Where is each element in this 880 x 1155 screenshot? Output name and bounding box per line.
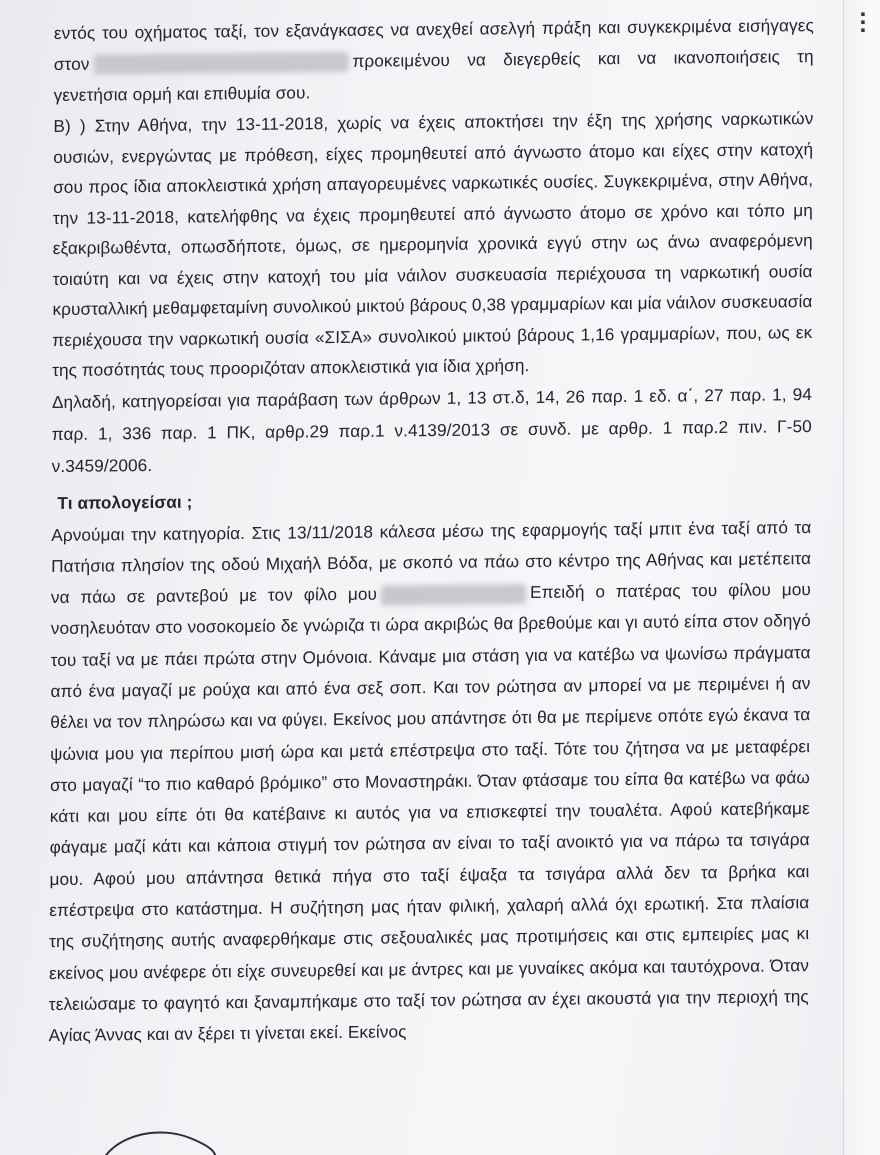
paragraph-legal-articles: Δηλαδή, κατηγορείσαι για παράβαση των άρθρων 1, 13 στ.δ, 14, 26 παρ. 1 εδ. α΄, 27 παρ. 1, 94 παρ. 1, 336 παρ. 1 ΠΚ, αρθρ.29 παρ.1 ν.4139/2013 σε συνδ. με αρθρ. 1 παρ.2 πιν. Γ-50 ν.3459/2006.	[51, 383, 813, 476]
paragraph-charge-a-end	[54, 10, 814, 111]
page-edge	[843, 0, 880, 1155]
pen-scribble-icon	[100, 1124, 220, 1155]
paragraph-charge-b: Β) ) Στην Αθήνα, την 13-11-2018, χωρίς να έχεις αποκτήσει την έξη της χρήσης ναρκωτικών ουσιών, ενεργώντας με πρόθεση, είχες προμηθευτεί από άγνωστο άτομο και είχες στην κατοχή σου προς ίδια αποκλειστικά χρήση απαγορευμένες ναρκωτικές ουσίες. Συγκεκριμένα, στην Αθήνα, την 13-11-2018, κατελήφθης να έχεις προμηθευτεί από άγνωστο άτομο σε χρόνο και τόπο μη εξακριβωθέντα, οπωσδήποτε, όμως, σε ημερομηνία χρονικά εγγύ στην ως άνω αναφερόμενη τοιαύτη και να έχεις στην κατοχή του μία νάιλον συσκευασία περιέχουσα τη ναρκωτική ουσία κρυσταλλική μεθαμφεταμίνη συνολικού μικτού βάρους 0,38 γραμμαρίων και μία νάιλον συσκευασία περιέχουσα την ναρκωτική ουσία «ΣΙΣΑ» συνολικού μικτού βάρους 1,16 γραμμαρίων, που, ως εκ της ποσότητάς τους προοριζόταν αποκλειστικά για ίδια χρήση.	[52, 108, 814, 381]
document-body	[49, 10, 814, 1052]
redacted-friend-name	[381, 584, 526, 606]
paragraph-4-text-a: Αρνούμαι την κατηγορία. Στις 13/11/2018 κάλεσα μέσω της εφαρμογής ταξί μπιτ ένα ταξί από τα Πατήσια πλησίον της οδού Μιχαήλ Βόδα, με σκοπό να πάω στο κέντρο της Αθήνας και μετέπειτα να πάω σε ραντεβού με τον φίλο μου	[50, 516, 812, 608]
defense-heading: Τι απολογείσαι ;	[57, 491, 193, 513]
paragraph-defense-statement	[49, 512, 812, 1052]
paragraph-1-text-b: προκειμένου να διεγερθείς και να ικανοποιήσεις τη γενετήσια ορμή και επιθυμία σου.	[53, 46, 814, 106]
page-stamp: ▪ ▪ ▪	[860, 10, 866, 34]
paragraph-4-text-b: Επειδή ο πατέρας του φίλου μου νοσηλευόταν στο νοσοκομείο δε γνώριζα τι ώρα ακριβώς θα βρεθούμε και γι αυτό είπα στον οδηγό του ταξί να με πάει πρώτα στην Ομόνοια. Κάναμε μια στάση για να κατέβω να ψωνίσω πράγματα από ένα μαγαζί με ρούχα και από ένα σεξ σοπ. Και τον ρώτησα αν μπορεί να με περιμένει ή αν θέλει να τον πληρώσω και να φύγει. Εκείνος μου απάντησε ότι θα με περίμενε οπότε εγώ έκανα τα ψώνια μου για περίπου μισή ώρα και μετά επέστρεψα στο ταξί. Τότε του ζήτησα να με μεταφέρει στο μαγαζί “το πιο καθαρό βρόμικο” στο Μοναστηράκι. Όταν φτάσαμε του είπα θα κατέβω να φάω κάτι και μου είπε ότι θα κατέβαινε κι αυτός για να επισκεφτεί την τουαλέτα. Αφού κατεβήκαμε φάγαμε μαζί κάτι και κάποια στιγμή τον ρώτησα αν είναι το ταξί ανοικτό για να πάρω τα τσιγάρα μου. Αφού μου απάντησα θετικά πήγα στο ταξί έψαξα τα τσιγάρα αλλά δεν τα βρήκα και επέστρεψα στο κατάστημα. Η συζήτηση μας ήταν φιλική, χαλαρή αλλά όχι ερωτική. Στα πλαίσια της συζήτησης αυτής αναφερθήκαμε στις σεξουαλικές μας προτιμήσεις και στις εμπειρίες μας κι εκείνος μου ανέφερε ότι είχε συνευρεθεί και με άντρες και με γυναίκες ακόμα και ταυτόχρονα. Όταν τελειώσαμε το φαγητό και ξαναμπήκαμε στο ταξί τον ρώτησα αν έχει ακουστά για την περιοχή της Αγίας Άννας και αν ξέρει τι γίνεται εκεί. Εκείνος	[48, 579, 812, 1046]
paragraph-1-text-a: εντός του οχήματος ταξί, τον εξανάγκασες να ανεχθεί ασελγή πράξη και συγκεκριμένα εισήγαγες στον	[53, 15, 814, 75]
redacted-name	[93, 52, 348, 75]
